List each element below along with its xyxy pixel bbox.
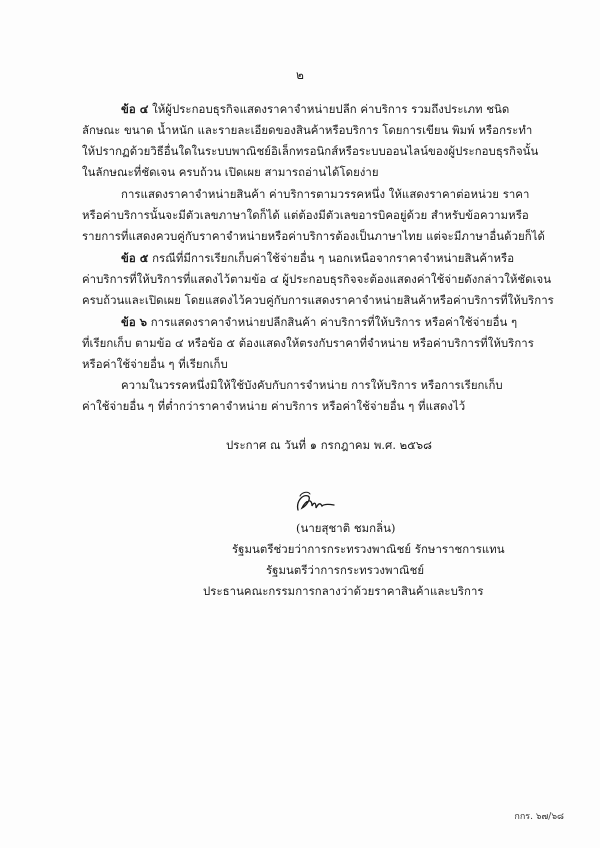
footer-document-code: กกร. ๖๗/๖๘ xyxy=(514,812,564,822)
clause-5-line-1 xyxy=(121,250,514,266)
para-2-line-2: หรือค่าบริการนั้นจะมีตัวเลขภาษาใดก็ได้ แต่ต้องมีตัวเลขอารบิคอยู่ด้วย สำหรับข้อความหรือ xyxy=(82,208,529,222)
clause-5-label: ข้อ ๕ xyxy=(121,251,149,265)
para-6b-line-1: ความในวรรคหนึ่งมิให้ใช้บังคับกับการจำหน่าย การให้บริการ หรือการเรียกเก็บ xyxy=(121,378,503,392)
signer-title-3: ประธานคณะกรรมการกลางว่าด้วยราคาสินค้าและบริการ xyxy=(203,584,484,598)
para-6b-line-2: ค่าใช้จ่ายอื่น ๆ ที่ต่ำกว่าราคาจำหน่าย ค่าบริการ หรือค่าใช้จ่ายอื่น ๆ ที่แสดงไว้ xyxy=(82,399,466,413)
clause-6-line-1 xyxy=(121,314,517,330)
para-2-line-3: รายการที่แสดงควบคู่กับราคาจำหน่ายหรือค่าบริการต้องเป็นภาษาไทย แต่จะมีภาษาอื่นด้วยก็ได้ xyxy=(82,229,545,243)
clause-4-line-1 xyxy=(121,101,520,117)
clause-4-line-2: ลักษณะ ขนาด น้ำหนัก และรายละเอียดของสินค้าหรือบริการ โดยการเขียน พิมพ์ หรือกระทำ xyxy=(82,123,533,137)
signer-title-1: รัฐมนตรีช่วยว่าการกระทรวงพาณิชย์ รักษาราชการแทน xyxy=(232,542,505,556)
clause-6-line-3: หรือค่าใช้จ่ายอื่น ๆ ที่เรียกเก็บ xyxy=(82,357,228,371)
clause-5-line-2: ค่าบริการที่ให้บริการที่แสดงไว้ตามข้อ ๔ ผู้ประกอบธุรกิจจะต้องแสดงค่าใช้จ่ายดังกล่าวให้ชัดเจน xyxy=(82,272,552,286)
handwritten-signature xyxy=(292,488,342,518)
announcement-date: ประกาศ ณ วันที่ ๑ กรกฎาคม พ.ศ. ๒๕๖๘ xyxy=(226,438,433,452)
clause-6-line-2: ที่เรียกเก็บ ตามข้อ ๔ หรือข้อ ๕ ต้องแสดงให้ตรงกับราคาที่จำหน่าย หรือค่าบริการที่ให้บริการ xyxy=(82,336,534,350)
clause-4-line-4: ในลักษณะที่ชัดเจน ครบถ้วน เปิดเผย สามารถอ่านได้โดยง่าย xyxy=(82,165,379,179)
para-2-line-1: การแสดงราคาจำหน่ายสินค้า ค่าบริการตามวรรคหนึ่ง ให้แสดงราคาต่อหน่วย ราคา xyxy=(121,187,530,201)
page-number: ๒ xyxy=(296,68,304,82)
clause-4-text-1: ให้ผู้ประกอบธุรกิจแสดงราคาจำหน่ายปลีก ค่าบริการ รวมถึงประเภท ชนิด xyxy=(148,102,510,116)
clause-4-line-3: ให้ปรากฏด้วยวิธีอื่นใดในระบบพาณิชย์อิเล็กทรอนิกส์หรือระบบออนไลน์ของผู้ประกอบธุรกิจนั้น xyxy=(82,144,539,158)
clause-5-text-1: กรณีที่มีการเรียกเก็บค่าใช้จ่ายอื่น ๆ นอกเหนือจากราคาจำหน่ายสินค้าหรือ xyxy=(148,251,515,265)
clause-5-line-3: ครบถ้วนและเปิดเผย โดยแสดงไว้ควบคู่กับการแสดงราคาจำหน่ายสินค้าหรือค่าบริการที่ให้บริการ xyxy=(82,293,554,307)
signer-name: (นายสุชาติ ชมกลิ่น) xyxy=(296,521,396,535)
clause-6-label: ข้อ ๖ xyxy=(121,315,148,329)
clause-6-text-1: การแสดงราคาจำหน่ายปลีกสินค้า ค่าบริการที่ให้บริการ หรือค่าใช้จ่ายอื่น ๆ xyxy=(147,315,518,329)
signer-title-2: รัฐมนตรีว่าการกระทรวงพาณิชย์ xyxy=(266,563,425,577)
clause-4-label: ข้อ ๔ xyxy=(121,102,149,116)
